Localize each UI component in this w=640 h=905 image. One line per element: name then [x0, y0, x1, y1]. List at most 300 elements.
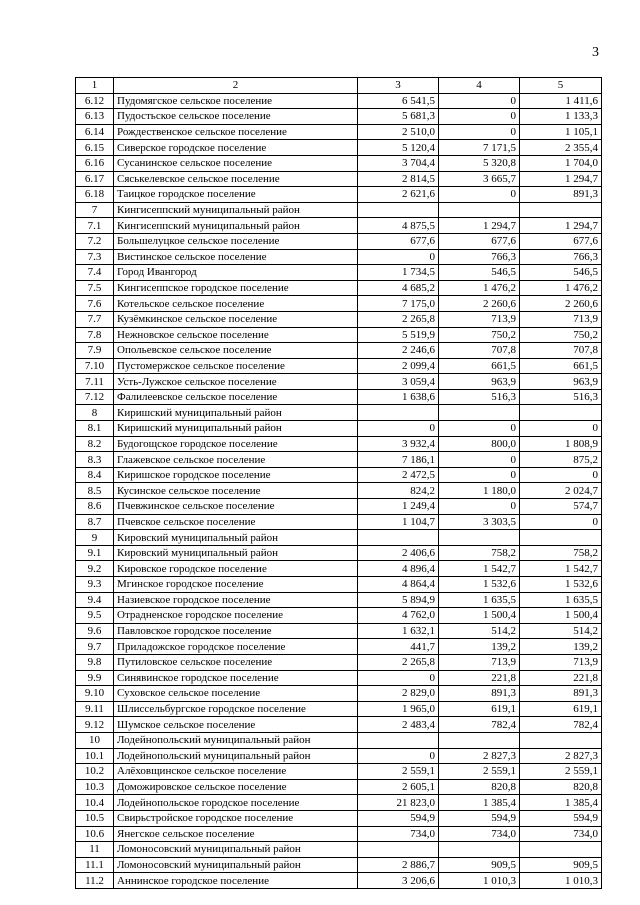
value-col-5: [520, 405, 602, 421]
table-row: [76, 842, 602, 858]
value-col-3: 2 406,6: [358, 545, 439, 561]
table-row: [76, 670, 602, 686]
row-number: 8: [76, 405, 114, 421]
value-col-5: 963,9: [520, 374, 602, 390]
municipality-name: Синявинское городское поселение: [114, 670, 358, 686]
table-row: [76, 795, 602, 811]
value-col-4: 2 559,1: [439, 764, 520, 780]
table-row: [76, 109, 602, 125]
row-number: 7: [76, 202, 114, 218]
value-col-4: [439, 405, 520, 421]
municipality-name: Пчевское сельское поселение: [114, 514, 358, 530]
table-row: [76, 826, 602, 842]
table-row: [76, 779, 602, 795]
value-col-3: 5 519,9: [358, 327, 439, 343]
row-number: 9.12: [76, 717, 114, 733]
value-col-4: 546,5: [439, 265, 520, 281]
row-number: 11.1: [76, 857, 114, 873]
table-row: [76, 732, 602, 748]
municipality-name: Город Ивангород: [114, 265, 358, 281]
municipality-name: Пустомержское сельское поселение: [114, 358, 358, 374]
row-number: 10.3: [76, 779, 114, 795]
value-col-4: [439, 842, 520, 858]
municipality-name: Фалилеевское сельское поселение: [114, 389, 358, 405]
table-row: [76, 639, 602, 655]
value-col-5: [520, 530, 602, 546]
value-col-3: 7 175,0: [358, 296, 439, 312]
municipality-name: Кировский муниципальный район: [114, 530, 358, 546]
value-col-4: 750,2: [439, 327, 520, 343]
municipality-name: Будогощское городское поселение: [114, 436, 358, 452]
row-number: 9.10: [76, 686, 114, 702]
table-row: [76, 701, 602, 717]
value-col-4: 1 385,4: [439, 795, 520, 811]
column-header-1: 1: [76, 78, 114, 94]
value-col-4: 713,9: [439, 311, 520, 327]
table-row: [76, 436, 602, 452]
table-row: [76, 93, 602, 109]
value-col-5: 820,8: [520, 779, 602, 795]
municipality-name: Кировское городское поселение: [114, 561, 358, 577]
value-col-4: 758,2: [439, 545, 520, 561]
value-col-4: 1 635,5: [439, 592, 520, 608]
value-col-4: 963,9: [439, 374, 520, 390]
value-col-3: 1 249,4: [358, 499, 439, 515]
value-col-3: [358, 842, 439, 858]
municipality-name: Павловское городское поселение: [114, 623, 358, 639]
value-col-5: 707,8: [520, 343, 602, 359]
value-col-3: 594,9: [358, 810, 439, 826]
value-col-4: 891,3: [439, 686, 520, 702]
value-col-3: 2 621,6: [358, 187, 439, 203]
value-col-4: 707,8: [439, 343, 520, 359]
table-row: [76, 857, 602, 873]
value-col-5: 1 133,3: [520, 109, 602, 125]
value-col-5: 2 827,3: [520, 748, 602, 764]
municipality-name: Лодейнопольский муниципальный район: [114, 748, 358, 764]
table-header-row: [76, 78, 602, 94]
municipality-name: Большелуцкое сельское поселение: [114, 233, 358, 249]
value-col-4: 7 171,5: [439, 140, 520, 156]
table-row: [76, 311, 602, 327]
row-number: 6.17: [76, 171, 114, 187]
municipality-name: Ломоносовский муниципальный район: [114, 857, 358, 873]
row-number: 8.3: [76, 452, 114, 468]
municipality-name: Сяськелевское сельское поселение: [114, 171, 358, 187]
municipality-name: Мгинское городское поселение: [114, 577, 358, 593]
value-col-5: 909,5: [520, 857, 602, 873]
table-row: [76, 577, 602, 593]
column-header-5: 5: [520, 78, 602, 94]
value-col-5: 2 559,1: [520, 764, 602, 780]
row-number: 6.18: [76, 187, 114, 203]
municipality-name: Лодейнопольское городское поселение: [114, 795, 358, 811]
value-col-5: 1 385,4: [520, 795, 602, 811]
value-col-4: 5 320,8: [439, 155, 520, 171]
value-col-4: 3 665,7: [439, 171, 520, 187]
value-col-4: 1 532,6: [439, 577, 520, 593]
value-col-5: 619,1: [520, 701, 602, 717]
value-col-4: 594,9: [439, 810, 520, 826]
column-header-2: 2: [114, 78, 358, 94]
value-col-3: 0: [358, 249, 439, 265]
row-number: 6.15: [76, 140, 114, 156]
value-col-5: 1 105,1: [520, 124, 602, 140]
value-col-5: 750,2: [520, 327, 602, 343]
value-col-5: 891,3: [520, 686, 602, 702]
value-col-4: 0: [439, 109, 520, 125]
value-col-3: 3 206,6: [358, 873, 439, 889]
municipality-name: Кингисеппское городское поселение: [114, 280, 358, 296]
row-number: 6.13: [76, 109, 114, 125]
value-col-4: [439, 530, 520, 546]
table-row: [76, 202, 602, 218]
value-col-4: 820,8: [439, 779, 520, 795]
value-col-4: 0: [439, 499, 520, 515]
page-number: 3: [592, 45, 599, 60]
table-row: [76, 545, 602, 561]
row-number: 7.7: [76, 311, 114, 327]
row-number: 7.5: [76, 280, 114, 296]
row-number: 8.1: [76, 421, 114, 437]
value-col-3: [358, 405, 439, 421]
value-col-4: 2 260,6: [439, 296, 520, 312]
table-row: [76, 140, 602, 156]
value-col-3: 2 483,4: [358, 717, 439, 733]
row-number: 9.8: [76, 654, 114, 670]
table-row: [76, 623, 602, 639]
table-row: [76, 717, 602, 733]
value-col-4: 909,5: [439, 857, 520, 873]
value-col-4: [439, 202, 520, 218]
table-row: [76, 873, 602, 889]
value-col-5: 1 294,7: [520, 218, 602, 234]
value-col-3: 1 638,6: [358, 389, 439, 405]
row-number: 9.9: [76, 670, 114, 686]
row-number: 10: [76, 732, 114, 748]
row-number: 7.11: [76, 374, 114, 390]
row-number: 6.12: [76, 93, 114, 109]
municipality-name: Котельское сельское поселение: [114, 296, 358, 312]
value-col-4: 1 180,0: [439, 483, 520, 499]
value-col-3: 2 829,0: [358, 686, 439, 702]
value-col-4: 713,9: [439, 654, 520, 670]
column-header-3: 3: [358, 78, 439, 94]
value-col-4: 766,3: [439, 249, 520, 265]
value-col-3: 2 559,1: [358, 764, 439, 780]
value-col-5: 782,4: [520, 717, 602, 733]
table-row: [76, 249, 602, 265]
value-col-3: 5 894,9: [358, 592, 439, 608]
row-number: 9.6: [76, 623, 114, 639]
value-col-5: [520, 202, 602, 218]
value-col-5: 1 542,7: [520, 561, 602, 577]
value-col-5: 891,3: [520, 187, 602, 203]
municipality-name: Шлиссельбургское городское поселение: [114, 701, 358, 717]
municipality-name: Вистинское сельское поселение: [114, 249, 358, 265]
municipality-name: Кусинское сельское поселение: [114, 483, 358, 499]
value-col-4: 800,0: [439, 436, 520, 452]
value-col-3: 2 246,6: [358, 343, 439, 359]
municipality-name: Рождественское сельское поселение: [114, 124, 358, 140]
value-col-3: 2 265,8: [358, 654, 439, 670]
municipality-name: Сиверское городское поселение: [114, 140, 358, 156]
value-col-5: 139,2: [520, 639, 602, 655]
table-row: [76, 358, 602, 374]
value-col-5: 1 532,6: [520, 577, 602, 593]
value-col-5: [520, 732, 602, 748]
row-number: 6.14: [76, 124, 114, 140]
row-number: 11: [76, 842, 114, 858]
value-col-5: 758,2: [520, 545, 602, 561]
municipality-name: Суховское сельское поселение: [114, 686, 358, 702]
value-col-4: 661,5: [439, 358, 520, 374]
value-col-3: 2 886,7: [358, 857, 439, 873]
value-col-3: 21 823,0: [358, 795, 439, 811]
row-number: 8.6: [76, 499, 114, 515]
row-number: 11.2: [76, 873, 114, 889]
row-number: 7.12: [76, 389, 114, 405]
value-col-5: 677,6: [520, 233, 602, 249]
value-col-3: 2 472,5: [358, 467, 439, 483]
row-number: 8.5: [76, 483, 114, 499]
value-col-5: 1 010,3: [520, 873, 602, 889]
row-number: 7.8: [76, 327, 114, 343]
row-number: 10.1: [76, 748, 114, 764]
table-row: [76, 421, 602, 437]
value-col-3: 2 099,4: [358, 358, 439, 374]
value-col-5: 574,7: [520, 499, 602, 515]
value-col-4: 619,1: [439, 701, 520, 717]
municipality-name: Отрадненское городское поселение: [114, 608, 358, 624]
value-col-4: [439, 732, 520, 748]
value-col-3: 1 632,1: [358, 623, 439, 639]
municipality-name: Опольевское сельское поселение: [114, 343, 358, 359]
table-row: [76, 748, 602, 764]
municipality-name: Кузёмкинское сельское поселение: [114, 311, 358, 327]
value-col-3: 441,7: [358, 639, 439, 655]
table-row: [76, 452, 602, 468]
row-number: 7.10: [76, 358, 114, 374]
value-col-4: 221,8: [439, 670, 520, 686]
value-col-4: 734,0: [439, 826, 520, 842]
value-col-4: 516,3: [439, 389, 520, 405]
data-table: [75, 77, 602, 889]
value-col-3: 0: [358, 421, 439, 437]
table-row: [76, 187, 602, 203]
value-col-3: 4 864,4: [358, 577, 439, 593]
municipality-name: Пудостьское сельское поселение: [114, 109, 358, 125]
value-col-5: 1 808,9: [520, 436, 602, 452]
municipality-name: Аннинское городское поселение: [114, 873, 358, 889]
value-col-5: 1 635,5: [520, 592, 602, 608]
value-col-5: 2 024,7: [520, 483, 602, 499]
value-col-3: 0: [358, 670, 439, 686]
row-number: 7.4: [76, 265, 114, 281]
value-col-3: 2 814,5: [358, 171, 439, 187]
value-col-3: 4 762,0: [358, 608, 439, 624]
municipality-name: Киришский муниципальный район: [114, 405, 358, 421]
value-col-3: 1 734,5: [358, 265, 439, 281]
value-col-5: 594,9: [520, 810, 602, 826]
value-col-5: 1 294,7: [520, 171, 602, 187]
value-col-5: 713,9: [520, 654, 602, 670]
row-number: 9.1: [76, 545, 114, 561]
table-row: [76, 686, 602, 702]
table-row: [76, 327, 602, 343]
municipality-name: Путиловское сельское поселение: [114, 654, 358, 670]
municipality-name: Киришский муниципальный район: [114, 421, 358, 437]
value-col-5: 734,0: [520, 826, 602, 842]
value-col-5: 0: [520, 421, 602, 437]
municipality-name: Пчевжинское сельское поселение: [114, 499, 358, 515]
row-number: 10.4: [76, 795, 114, 811]
municipality-name: Нежновское сельское поселение: [114, 327, 358, 343]
row-number: 7.6: [76, 296, 114, 312]
value-col-4: 2 827,3: [439, 748, 520, 764]
value-col-5: 514,2: [520, 623, 602, 639]
value-col-3: 2 265,8: [358, 311, 439, 327]
table-row: [76, 654, 602, 670]
table-row: [76, 483, 602, 499]
row-number: 9.7: [76, 639, 114, 655]
table-row: [76, 155, 602, 171]
municipality-name: Янегское сельское поселение: [114, 826, 358, 842]
row-number: 10.6: [76, 826, 114, 842]
row-number: 9.2: [76, 561, 114, 577]
value-col-5: 1 476,2: [520, 280, 602, 296]
value-col-4: 1 476,2: [439, 280, 520, 296]
table-row: [76, 810, 602, 826]
row-number: 8.7: [76, 514, 114, 530]
value-col-5: 2 355,4: [520, 140, 602, 156]
value-col-4: 0: [439, 124, 520, 140]
table-row: [76, 608, 602, 624]
value-col-4: 1 294,7: [439, 218, 520, 234]
value-col-3: 6 541,5: [358, 93, 439, 109]
table-row: [76, 467, 602, 483]
value-col-3: 2 605,1: [358, 779, 439, 795]
value-col-4: 677,6: [439, 233, 520, 249]
row-number: 9.3: [76, 577, 114, 593]
value-col-5: 0: [520, 467, 602, 483]
row-number: 7.3: [76, 249, 114, 265]
value-col-3: 3 059,4: [358, 374, 439, 390]
municipality-name: Кингисеппский муниципальный район: [114, 202, 358, 218]
row-number: 7.1: [76, 218, 114, 234]
column-header-4: 4: [439, 78, 520, 94]
table-row: [76, 514, 602, 530]
value-col-3: [358, 530, 439, 546]
value-col-3: 734,0: [358, 826, 439, 842]
value-col-4: 782,4: [439, 717, 520, 733]
table-row: [76, 592, 602, 608]
value-col-5: 875,2: [520, 452, 602, 468]
table-row: [76, 499, 602, 515]
value-col-5: 1 411,6: [520, 93, 602, 109]
municipality-name: Доможировское сельское поселение: [114, 779, 358, 795]
table-row: [76, 265, 602, 281]
row-number: 7.9: [76, 343, 114, 359]
table-row: [76, 233, 602, 249]
value-col-4: 1 542,7: [439, 561, 520, 577]
municipality-name: Сусанинское сельское поселение: [114, 155, 358, 171]
value-col-3: 3 932,4: [358, 436, 439, 452]
value-col-3: 7 186,1: [358, 452, 439, 468]
value-col-5: 713,9: [520, 311, 602, 327]
value-col-4: 3 303,5: [439, 514, 520, 530]
table-row: [76, 764, 602, 780]
row-number: 6.16: [76, 155, 114, 171]
row-number: 7.2: [76, 233, 114, 249]
row-number: 9.11: [76, 701, 114, 717]
value-col-3: 4 685,2: [358, 280, 439, 296]
value-col-3: 5 681,3: [358, 109, 439, 125]
value-col-3: 5 120,4: [358, 140, 439, 156]
municipality-name: Кировский муниципальный район: [114, 545, 358, 561]
value-col-3: [358, 732, 439, 748]
value-col-5: 766,3: [520, 249, 602, 265]
municipality-name: Таицкое городское поселение: [114, 187, 358, 203]
value-col-3: 1 104,7: [358, 514, 439, 530]
table-row: [76, 389, 602, 405]
value-col-3: [358, 202, 439, 218]
municipality-name: Пудомягское сельское поселение: [114, 93, 358, 109]
value-col-3: 1 965,0: [358, 701, 439, 717]
value-col-3: 2 510,0: [358, 124, 439, 140]
value-col-4: 0: [439, 467, 520, 483]
row-number: 8.4: [76, 467, 114, 483]
municipality-name: Алёховщинское сельское поселение: [114, 764, 358, 780]
value-col-4: 1 500,4: [439, 608, 520, 624]
value-col-3: 3 704,4: [358, 155, 439, 171]
value-col-5: 221,8: [520, 670, 602, 686]
table-body: [76, 93, 602, 888]
row-number: 8.2: [76, 436, 114, 452]
table-row: [76, 530, 602, 546]
value-col-5: [520, 842, 602, 858]
value-col-5: 516,3: [520, 389, 602, 405]
municipality-name: Приладожское городское поселение: [114, 639, 358, 655]
table-row: [76, 280, 602, 296]
value-col-3: 824,2: [358, 483, 439, 499]
value-col-4: 0: [439, 421, 520, 437]
value-col-5: 661,5: [520, 358, 602, 374]
value-col-5: 546,5: [520, 265, 602, 281]
municipality-name: Ломоносовский муниципальный район: [114, 842, 358, 858]
value-col-3: 677,6: [358, 233, 439, 249]
table-row: [76, 124, 602, 140]
municipality-name: Усть-Лужское сельское поселение: [114, 374, 358, 390]
municipality-name: Назиевское городское поселение: [114, 592, 358, 608]
table-row: [76, 561, 602, 577]
value-col-3: 0: [358, 748, 439, 764]
value-col-4: 0: [439, 452, 520, 468]
municipality-name: Глажевское сельское поселение: [114, 452, 358, 468]
table-row: [76, 296, 602, 312]
row-number: 9: [76, 530, 114, 546]
table-row: [76, 218, 602, 234]
value-col-4: 0: [439, 93, 520, 109]
row-number: 10.2: [76, 764, 114, 780]
municipality-name: Свирьстройское городское поселение: [114, 810, 358, 826]
row-number: 10.5: [76, 810, 114, 826]
value-col-4: 0: [439, 187, 520, 203]
table-row: [76, 343, 602, 359]
value-col-4: 139,2: [439, 639, 520, 655]
value-col-5: 2 260,6: [520, 296, 602, 312]
table-row: [76, 405, 602, 421]
